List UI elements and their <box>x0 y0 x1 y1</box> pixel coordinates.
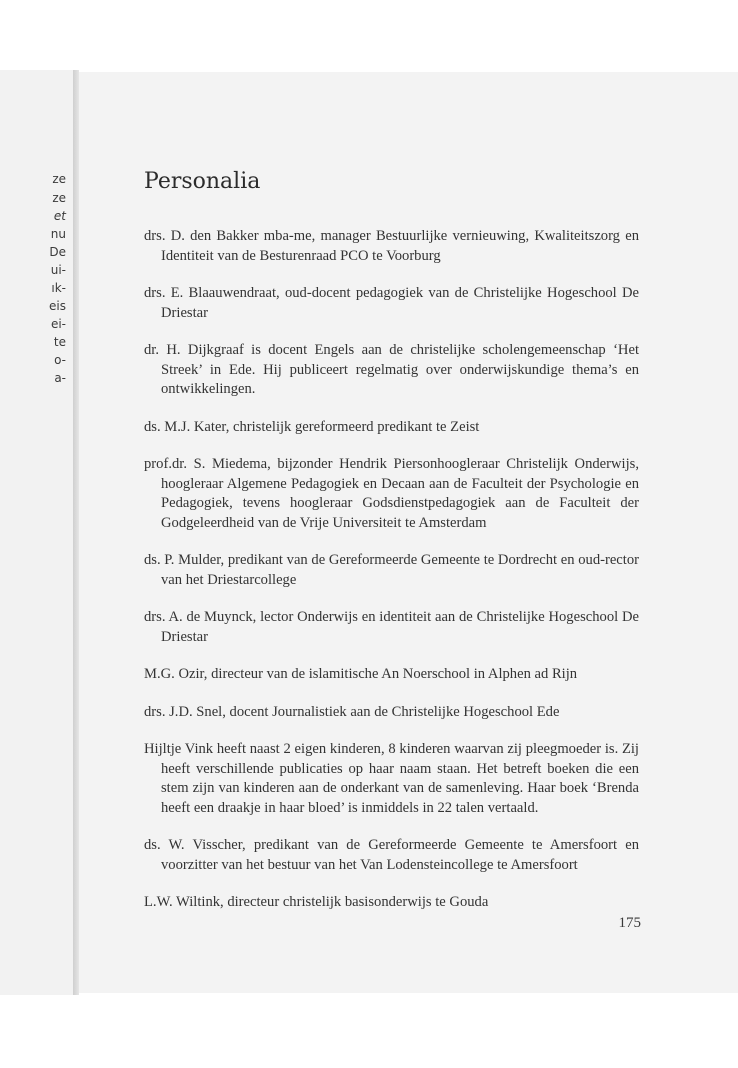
personalia-entry: drs. D. den Bakker mba-me, manager Bestuurlijke vernieuwing, Kwaliteitszorg en Identiteit van de Besturenraad PCO te Voorburg <box>144 228 639 264</box>
left-page-fragment: ui- <box>50 263 66 277</box>
personalia-entry: prof.dr. S. Miedema, bijzonder Hendrik Piersonhoogleraar Christelijk Onderwijs, hoogleraar Algemene Pedagogiek en Decaan aan de Faculteit der Psychologie en Pedagogiek, tevens hoogleraar Godsdienstpedagogiek aan de Faculteit der Godgeleerdheid van de Vrije Universiteit te Amsterdam <box>144 456 639 531</box>
personalia-entry: Hijltje Vink heeft naast 2 eigen kinderen, 8 kinderen waarvan zij pleegmoeder is. Zij heeft verschillende publicaties op haar naam staan. Het betreft boeken die een stem zijn van kinderen aan de onderkant van de samenleving. Haar boek ‘Brenda heeft een draakje in haar bloed’ is inmiddels in 22 talen vertaald. <box>144 741 639 816</box>
personalia-entry: ds. M.J. Kater, christelijk gereformeerd predikant te Zeist <box>144 418 480 435</box>
left-page-edge <box>0 70 74 995</box>
left-page-fragment: ze <box>52 172 66 186</box>
personalia-entry: drs. J.D. Snel, docent Journalistiek aan de Christelijke Hogeschool Ede <box>144 703 560 720</box>
left-page-fragment: ei- <box>50 317 66 331</box>
left-page-fragment: nu <box>50 227 66 241</box>
left-page-fragment: et <box>53 209 66 223</box>
personalia-page <box>79 72 738 993</box>
personalia-entry: drs. A. de Muynck, lector Onderwijs en identiteit aan de Christelijke Hogeschool De Driestar <box>144 609 639 645</box>
left-page-fragment: eis <box>49 299 66 313</box>
personalia-entry: ds. P. Mulder, predikant van de Gereformeerde Gemeente te Dordrecht en oud-rector van het Driestarcollege <box>144 552 639 588</box>
personalia-entry: L.W. Wiltink, directeur christelijk basisonderwijs te Gouda <box>144 894 489 910</box>
left-page-fragment: te <box>53 335 66 349</box>
personalia-list <box>144 227 639 931</box>
personalia-entry: dr. H. Dijkgraaf is docent Engels aan de christelijke scholengemeenschap ‘Het Streek’ in Ede. Hij publiceert regelmatig over onderwijskundige thema’s en ontwikkelingen. <box>144 342 639 397</box>
personalia-entry: drs. E. Blaauwendraat, oud-docent pedagogiek van de Christelijke Hogeschool De Driestar <box>144 285 639 321</box>
left-page-fragment: a- <box>54 371 66 385</box>
left-page-fragment: ze <box>52 191 66 205</box>
personalia-entry: ds. W. Visscher, predikant van de Gereformeerde Gemeente te Amersfoort en voorzitter van het bestuur van het Van Lodensteincollege te Amersfoort <box>144 837 639 873</box>
left-page-fragment: ık- <box>51 281 66 295</box>
left-page-fragment: o- <box>54 353 66 367</box>
left-page-fragment: De <box>49 245 66 259</box>
page-number: 175 <box>618 915 641 931</box>
personalia-entry: M.G. Ozir, directeur van de islamitische An Noerschool in Alphen ad Rijn <box>144 666 578 682</box>
page-title: Personalia <box>144 169 261 194</box>
